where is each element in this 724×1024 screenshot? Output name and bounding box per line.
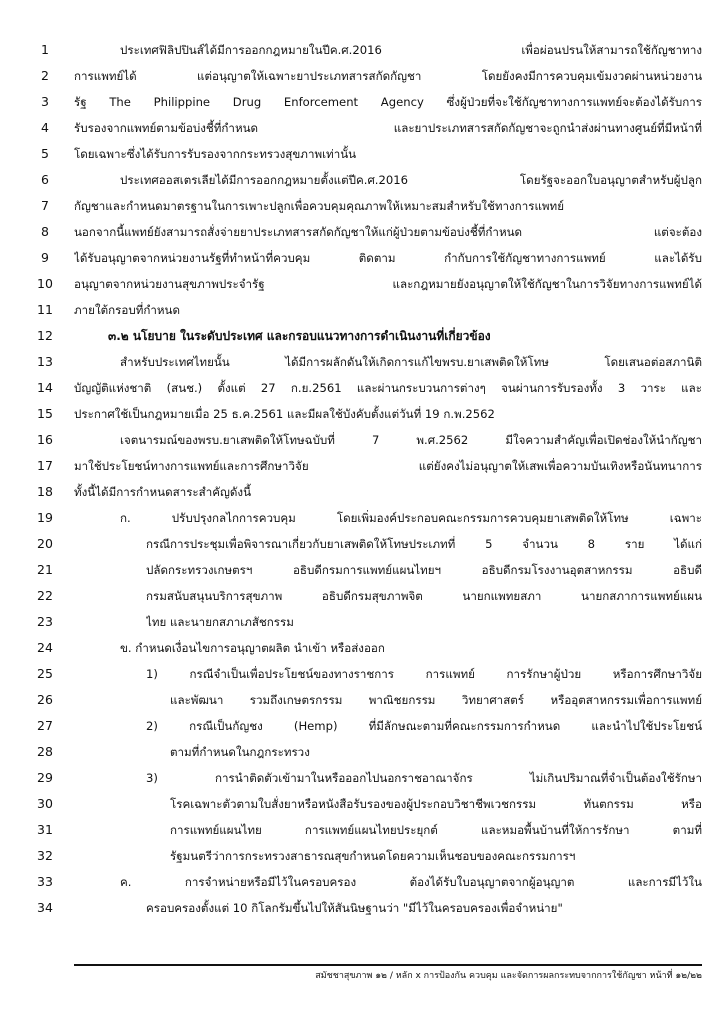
- line-text: ครอบครองตั้งแต่ 10 กิโลกรัมขึ้นไปให้สันนิษฐานว่า "มีไว้ในครอบครองเพื่อจำหน่าย": [146, 901, 563, 915]
- text-line: [0, 116, 724, 140]
- line-text: ค. การจำหน่ายหรือมีไว้ในครอบครอง ต้องได้รับใบอนุญาตจากผู้อนุญาต และการมีไว้ใน: [120, 875, 702, 889]
- line-text: 1) กรณีจำเป็นเพื่อประโยชน์ของทางราชการ การแพทย์ การรักษาผู้ป่วย หรือการศึกษาวิจัย: [146, 667, 702, 681]
- section-heading-text: ๓.๒ นโยบาย ในระดับประเทศ และกรอบแนวทางการดำเนินงานที่เกี่ยวข้อง: [108, 329, 491, 343]
- text-line: [0, 220, 724, 244]
- list-item: [0, 558, 724, 582]
- line-number: 31: [37, 822, 53, 837]
- list-item: [0, 506, 724, 530]
- line-text: ข. กำหนดเงื่อนไขการอนุญาตผลิต นำเข้า หรือส่งออก: [120, 641, 385, 655]
- line-text: ประเทศฟิลิปปินส์ได้มีการออกกฎหมายในปีค.ศ.2016 เพื่อผ่อนปรนให้สามารถใช้กัญชาทาง: [120, 43, 702, 57]
- text-line: [0, 246, 724, 270]
- line-number: 19: [37, 510, 53, 525]
- line-number: 6: [41, 172, 49, 187]
- line-text: รัฐ The Philippine Drug Enforcement Agency ซึ่งผู้ป่วยที่จะใช้กัญชาทางการแพทย์จะต้องได้รับการ: [74, 95, 702, 109]
- text-line: [0, 38, 724, 62]
- line-number: 18: [37, 484, 53, 499]
- text-line: [0, 298, 724, 322]
- text-line: [0, 350, 724, 374]
- line-text: การแพทย์แผนไทย การแพทย์แผนไทยประยุกต์ และหมอพื้นบ้านที่ให้การรักษา ตามที่: [170, 823, 702, 837]
- line-text: และพัฒนา รวมถึงเกษตรกรรม พาณิชยกรรม วิทยาศาสตร์ หรืออุตสาหกรรมเพื่อการแพทย์: [170, 693, 702, 707]
- list-item: [0, 714, 724, 738]
- line-number: 2: [41, 68, 49, 83]
- line-text: นอกจากนี้แพทย์ยังสามารถสั่งจ่ายยาประเภทสารสกัดกัญชาให้แก่ผู้ป่วยตามข้อบ่งชี้ที่กำหนด แต่จะต้อง: [74, 225, 702, 239]
- line-number: 25: [37, 666, 53, 681]
- line-number: 20: [37, 536, 53, 551]
- line-text: 2) กรณีเป็นกัญชง (Hemp) ที่มีลักษณะตามที่คณะกรรมการกำหนด และนำไปใช้ประโยชน์: [146, 719, 702, 733]
- line-number: 22: [37, 588, 53, 603]
- line-number: 27: [37, 718, 53, 733]
- line-text: กรณีการประชุมเพื่อพิจารณาเกี่ยวกับยาเสพติดให้โทษประเภทที่ 5 จำนวน 8 ราย ได้แก่: [146, 537, 702, 551]
- text-line: [0, 194, 724, 218]
- text-line: [0, 90, 724, 114]
- line-text: ทั้งนี้ได้มีการกำหนดสาระสำคัญดังนี้: [74, 485, 251, 499]
- line-number: 4: [41, 120, 49, 135]
- list-item: [0, 636, 724, 660]
- line-text: เจตนารมณ์ของพรบ.ยาเสพติดให้โทษฉบับที่ 7 พ.ศ.2562 มีใจความสำคัญเพื่อเปิดช่องให้นำกัญชา: [120, 433, 702, 447]
- footer-divider: [74, 964, 702, 966]
- line-text: อนุญาตจากหน่วยงานสุขภาพประจำรัฐ และกฎหมายยังอนุญาตให้ใช้กัญชาในการวิจัยทางการแพทย์ได้: [74, 277, 702, 291]
- list-item: [0, 740, 724, 764]
- page-footer: สมัชชาสุขภาพ ๑๒ / หลัก x การป้องกัน ควบคุม และจัดการผลกระทบจากการใช้กัญชา หน้าที่ ๑๒/๒๒: [315, 971, 702, 981]
- line-number: 26: [37, 692, 53, 707]
- line-text: กรมสนับสนุนบริการสุขภาพ อธิบดีกรมสุขภาพจิต นายกแพทยสภา นายกสภาการแพทย์แผน: [146, 589, 702, 603]
- text-line: [0, 402, 724, 426]
- line-text: ตามที่กำหนดในกฎกระทรวง: [170, 745, 310, 759]
- text-line: [0, 376, 724, 400]
- line-number: 12: [37, 328, 53, 343]
- line-text: การแพทย์ได้ แต่อนุญาตให้เฉพาะยาประเภทสารสกัดกัญชา โดยยังคงมีการควบคุมเข้มงวดผ่านหน่วยงาน: [74, 69, 702, 83]
- line-number: 3: [41, 94, 49, 109]
- list-item: [0, 792, 724, 816]
- line-text: ภายใต้กรอบที่กำหนด: [74, 303, 180, 317]
- list-item: [0, 584, 724, 608]
- line-number: 29: [37, 770, 53, 785]
- line-number: 24: [37, 640, 53, 655]
- line-text: ประเทศออสเตรเลียได้มีการออกกฎหมายตั้งแต่ปีค.ศ.2016 โดยรัฐจะออกใบอนุญาตสำหรับผู้ปลูก: [120, 173, 702, 187]
- line-text: ประกาศใช้เป็นกฎหมายเมื่อ 25 ธ.ค.2561 และมีผลใช้บังคับตั้งแต่วันที่ 19 ก.พ.2562: [74, 407, 495, 421]
- line-text: 3) การนำติดตัวเข้ามาในหรือออกไปนอกราชอาณาจักร ไม่เกินปริมาณที่จำเป็นต้องใช้รักษา: [146, 771, 702, 785]
- line-number: 11: [37, 302, 53, 317]
- line-text: กัญชาและกำหนดมาตรฐานในการเพาะปลูกเพื่อควบคุมคุณภาพให้เหมาะสมสำหรับใช้ทางการแพทย์: [74, 199, 564, 213]
- list-item: [0, 896, 724, 920]
- line-number: 1: [41, 42, 49, 57]
- line-number: 33: [37, 874, 53, 889]
- line-text: ไทย และนายกสภาเภสัชกรรม: [146, 615, 294, 629]
- line-number: 7: [41, 198, 49, 213]
- line-text: โรคเฉพาะตัวตามใบสั่งยาหรือหนังสือรับรองของผู้ประกอบวิชาชีพเวชกรรม ทันตกรรม หรือ: [170, 797, 702, 811]
- line-number: 15: [37, 406, 53, 421]
- line-number: 5: [41, 146, 49, 161]
- line-number: 13: [37, 354, 53, 369]
- list-item: [0, 662, 724, 686]
- text-line: [0, 454, 724, 478]
- line-number: 8: [41, 224, 49, 239]
- list-item: [0, 766, 724, 790]
- line-text: ก. ปรับปรุงกลไกการควบคุม โดยเพิ่มองค์ประกอบคณะกรรมการควบคุมยาเสพติดให้โทษ เฉพาะ: [120, 511, 702, 525]
- line-number: 9: [41, 250, 49, 265]
- line-text: โดยเฉพาะซึ่งได้รับการรับรองจากกระทรวงสุขภาพเท่านั้น: [74, 147, 357, 161]
- list-item: [0, 610, 724, 634]
- line-number: 32: [37, 848, 53, 863]
- text-line: [0, 272, 724, 296]
- list-item: [0, 688, 724, 712]
- line-number: 17: [37, 458, 53, 473]
- line-number: 30: [37, 796, 53, 811]
- line-number: 23: [37, 614, 53, 629]
- line-text: บัญญัติแห่งชาติ (สนช.) ตั้งแต่ 27 ก.ย.2561 และผ่านกระบวนการต่างๆ จนผ่านการรับรองทั้ง 3 วาระ และ: [74, 381, 702, 395]
- text-line: [0, 428, 724, 452]
- line-number: 28: [37, 744, 53, 759]
- text-line: [0, 64, 724, 88]
- line-text: ปลัดกระทรวงเกษตรฯ อธิบดีกรมการแพทย์แผนไทยฯ อธิบดีกรมโรงงานอุตสาหกรรม อธิบดี: [146, 563, 702, 577]
- section-heading: [0, 324, 724, 348]
- list-item: [0, 870, 724, 894]
- line-text: ได้รับอนุญาตจากหน่วยงานรัฐที่ทำหน้าที่ควบคุม ติดตาม กำกับการใช้กัญชาทางการแพทย์ และได้รับ: [74, 251, 702, 265]
- text-line: [0, 168, 724, 192]
- line-number: 34: [37, 900, 53, 915]
- text-line: [0, 480, 724, 504]
- line-number: 21: [37, 562, 53, 577]
- line-number: 14: [37, 380, 53, 395]
- line-text: มาใช้ประโยชน์ทางการแพทย์และการศึกษาวิจัย แต่ยังคงไม่อนุญาตให้เสพเพื่อความบันเทิงหรือนันทนาการ: [74, 459, 702, 473]
- line-text: รับรองจากแพทย์ตามข้อบ่งชี้ที่กำหนด และยาประเภทสารสกัดกัญชาจะถูกนำส่งผ่านทางศูนย์ที่มีหน้าที่: [74, 121, 702, 135]
- list-item: [0, 532, 724, 556]
- line-text: รัฐมนตรีว่าการกระทรวงสาธารณสุขกำหนดโดยความเห็นชอบของคณะกรรมการฯ: [170, 849, 576, 863]
- line-text: สำหรับประเทศไทยนั้น ได้มีการผลักดันให้เกิดการแก้ไขพรบ.ยาเสพติดให้โทษ โดยเสนอต่อสภานิติ: [120, 355, 702, 369]
- list-item: [0, 818, 724, 842]
- list-item: [0, 844, 724, 868]
- text-line: [0, 142, 724, 166]
- line-number: 16: [37, 432, 53, 447]
- line-number: 10: [37, 276, 53, 291]
